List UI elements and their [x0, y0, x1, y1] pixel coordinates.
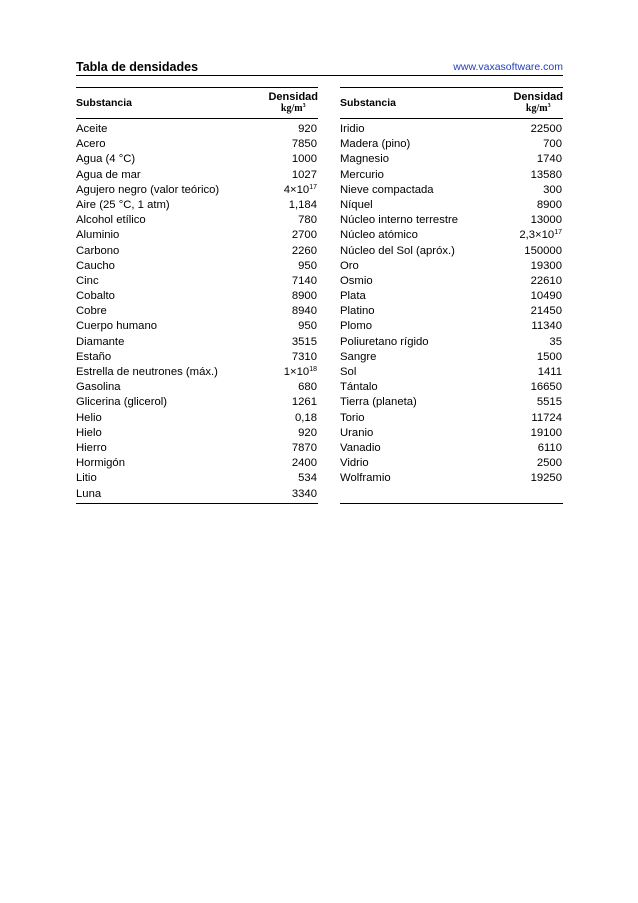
density-unit [268, 103, 318, 114]
substance-name: Cobalto [76, 290, 115, 303]
unit-base: kg/m [280, 103, 303, 114]
density-value-text: 1500 [536, 350, 562, 363]
density-value [292, 274, 317, 289]
table-row [340, 168, 563, 183]
density-value [298, 259, 317, 274]
substance-name: Níquel [340, 198, 373, 211]
density-value [531, 213, 562, 228]
substance-name: Hierro [76, 441, 107, 454]
density-value-text: 2400 [291, 457, 317, 470]
density-value-text: 22500 [530, 123, 562, 135]
density-value-text: 6110 [537, 441, 562, 454]
density-value-text: 7870 [291, 441, 317, 454]
table-row [76, 411, 318, 426]
table-header [340, 87, 563, 119]
density-value-text: 4×10 [283, 183, 310, 196]
table-row [76, 289, 318, 304]
density-value-text: 2700 [291, 229, 317, 242]
table-row [340, 350, 563, 365]
substance-name: Sol [340, 366, 357, 378]
density-value [531, 319, 562, 334]
substance-name: Aire (25 °C, 1 atm) [76, 198, 170, 211]
density-value-text: 780 [298, 214, 317, 227]
table-row [340, 289, 563, 304]
density-value-text: 920 [298, 426, 317, 439]
density-exponent: 17 [554, 229, 562, 237]
density-value-text: 11724 [531, 411, 562, 424]
density-value [298, 122, 317, 137]
density-value [292, 244, 317, 259]
density-exponent: 18 [309, 366, 317, 373]
density-value [531, 471, 562, 486]
substance-name: Helio [76, 411, 102, 424]
density-value [537, 395, 562, 410]
substance-name: Cuerpo humano [76, 320, 158, 333]
substance-name: Diamante [76, 335, 125, 348]
density-value-text: 19100 [530, 426, 562, 439]
table-row [340, 335, 563, 350]
table-row [76, 456, 318, 471]
table-row [340, 426, 563, 441]
table-row [340, 274, 563, 289]
density-value [295, 411, 317, 426]
substance-name: Uranio [340, 426, 374, 439]
density-table-right [340, 87, 563, 504]
substance-name: Aceite [76, 123, 108, 135]
density-value [531, 289, 562, 304]
density-value-text: 150000 [524, 244, 562, 257]
table-row [340, 259, 563, 274]
unit-exponent: 3 [302, 103, 306, 109]
density-value-text: 920 [298, 123, 317, 135]
density-label: Densidad [268, 91, 318, 103]
table-row [340, 198, 563, 213]
density-value [538, 441, 562, 456]
density-value-text: 1411 [537, 366, 562, 378]
table-row [76, 213, 318, 228]
table-row [76, 183, 318, 198]
table-body [76, 122, 318, 502]
density-value-text: 10490 [530, 290, 562, 303]
substance-name: Agujero negro (valor teórico) [76, 183, 220, 196]
density-unit [513, 103, 563, 114]
table-row [76, 137, 318, 152]
density-value [543, 183, 562, 198]
table-row [76, 122, 318, 137]
table-row [340, 122, 563, 137]
density-value [292, 441, 317, 456]
substance-name: Osmio [340, 274, 373, 287]
table-row [340, 365, 563, 380]
density-value [531, 274, 562, 289]
density-value-text: 2,3×10 [519, 229, 555, 242]
table-row [76, 487, 318, 502]
substance-name: Vidrio [340, 457, 369, 470]
density-value-text: 8900 [291, 290, 317, 303]
density-value-text: 1,184 [288, 198, 317, 211]
table-row [76, 259, 318, 274]
header-divider [76, 75, 563, 76]
density-value-text: 1261 [291, 396, 317, 409]
density-exponent: 17 [309, 183, 317, 191]
table-row [340, 213, 563, 228]
density-value [292, 228, 317, 243]
density-value [519, 228, 562, 243]
density-value-text: 1×10 [283, 366, 310, 378]
density-value [289, 198, 317, 213]
density-value-text: 700 [543, 138, 562, 151]
substance-name: Luna [76, 487, 102, 500]
density-value [538, 365, 562, 380]
density-value [284, 365, 317, 380]
density-value-text: 7140 [291, 274, 317, 287]
density-value-text: 3515 [291, 335, 317, 348]
density-value-text: 22610 [530, 274, 562, 287]
table-bottom-rule [340, 503, 563, 504]
table-row [76, 168, 318, 183]
density-value-text: 16650 [530, 381, 562, 394]
substance-name: Tierra (planeta) [340, 396, 417, 409]
substance-name: Hielo [76, 426, 102, 439]
table-row [340, 319, 563, 334]
density-table-left [76, 87, 318, 504]
unit-base: kg/m [525, 103, 548, 114]
density-column-header [513, 91, 563, 114]
density-value-text: 1000 [291, 153, 317, 166]
table-row [340, 411, 563, 426]
table-row [76, 350, 318, 365]
table-row [340, 380, 563, 395]
table-row [76, 304, 318, 319]
density-value [531, 259, 562, 274]
density-value [298, 319, 317, 334]
density-value [292, 487, 317, 502]
table-row [76, 335, 318, 350]
table-row [340, 456, 563, 471]
density-value [292, 168, 317, 183]
density-value [531, 122, 562, 137]
density-value [298, 426, 317, 441]
substance-name: Agua (4 °C) [76, 153, 136, 166]
density-value [531, 411, 562, 426]
density-value [298, 471, 317, 486]
density-value-text: 534 [298, 472, 317, 485]
table-row [76, 274, 318, 289]
density-value [531, 426, 562, 441]
density-value [298, 380, 317, 395]
substance-name: Wolframio [340, 472, 391, 485]
density-value [537, 198, 562, 213]
table-row [76, 365, 318, 380]
table-body [340, 122, 563, 487]
density-value [531, 380, 562, 395]
density-value-text: 11340 [531, 320, 562, 333]
density-value [298, 213, 317, 228]
density-value-text: 2260 [291, 244, 317, 257]
density-value-text: 7310 [291, 350, 317, 363]
substance-name: Agua de mar [76, 168, 141, 181]
substance-name: Aluminio [76, 229, 120, 242]
density-value-text: 300 [543, 183, 562, 196]
table-row [340, 304, 563, 319]
substance-name: Torio [340, 411, 365, 424]
density-value-text: 680 [298, 381, 317, 394]
substance-name: Gasolina [76, 381, 121, 394]
substance-name: Plata [340, 290, 366, 303]
table-row [76, 426, 318, 441]
page-title: Tabla de densidades [76, 60, 199, 74]
substance-name: Cobre [76, 305, 107, 318]
density-value [537, 152, 562, 167]
substance-name: Madera (pino) [340, 138, 411, 151]
table-row [340, 183, 563, 198]
density-value [549, 335, 562, 350]
table-row [340, 244, 563, 259]
table-row [76, 441, 318, 456]
unit-exponent: 3 [547, 103, 551, 109]
table-row [340, 137, 563, 152]
density-value [292, 350, 317, 365]
substance-name: Cinc [76, 274, 99, 287]
substance-name: Estrella de neutrones (máx.) [76, 366, 218, 378]
density-value-text: 35 [549, 335, 562, 348]
density-value-text: 19250 [530, 472, 562, 485]
substance-name: Acero [76, 138, 106, 151]
density-value-text: 950 [298, 259, 317, 272]
table-row [340, 395, 563, 410]
substance-name: Núcleo interno terrestre [340, 214, 459, 227]
density-value-text: 7850 [291, 138, 317, 151]
density-value [292, 395, 317, 410]
substance-name: Poliuretano rígido [340, 335, 429, 348]
substance-name: Platino [340, 305, 375, 318]
density-value-text: 8940 [291, 305, 317, 318]
substance-name: Hormigón [76, 457, 125, 470]
substance-name: Plomo [340, 320, 373, 333]
density-value-text: 0,18 [295, 411, 317, 424]
density-value-text: 13000 [530, 214, 562, 227]
substance-name: Glicerina (glicerol) [76, 396, 168, 409]
substance-column-header: Substancia [340, 97, 397, 109]
table-row [340, 228, 563, 243]
substance-name: Tántalo [340, 381, 378, 394]
density-value [543, 137, 562, 152]
density-value [531, 304, 562, 319]
substance-name: Sangre [340, 350, 377, 363]
substance-name: Estaño [76, 350, 112, 363]
density-value-text: 3340 [291, 487, 317, 500]
density-value-text: 19300 [530, 259, 562, 272]
table-row [340, 441, 563, 456]
density-value [537, 350, 562, 365]
density-value [531, 168, 562, 183]
substance-name: Alcohol etílico [76, 214, 146, 227]
density-value [292, 456, 317, 471]
density-value-text: 1027 [291, 168, 317, 181]
table-row [76, 319, 318, 334]
table-row [76, 380, 318, 395]
substance-name: Litio [76, 472, 97, 485]
substance-column-header: Substancia [76, 97, 133, 109]
density-value-text: 13580 [530, 168, 562, 181]
substance-name: Vanadio [340, 441, 381, 454]
density-column-header [268, 91, 318, 114]
substance-name: Mercurio [340, 168, 384, 181]
density-value [524, 244, 562, 259]
substance-name: Iridio [340, 123, 365, 135]
table-row [76, 471, 318, 486]
table-row [340, 152, 563, 167]
density-value [537, 456, 562, 471]
table-row [76, 198, 318, 213]
substance-name: Caucho [76, 259, 115, 272]
table-row [76, 244, 318, 259]
density-value-text: 8900 [536, 198, 562, 211]
density-value-text: 1740 [536, 153, 562, 166]
table-row [340, 471, 563, 486]
density-value-text: 2500 [536, 457, 562, 470]
substance-name: Núcleo del Sol (apróx.) [340, 244, 455, 257]
density-value [284, 183, 317, 198]
substance-name: Magnesio [340, 153, 389, 166]
density-value [292, 335, 317, 350]
density-value [292, 289, 317, 304]
substance-name: Oro [340, 259, 359, 272]
table-row [76, 152, 318, 167]
substance-name: Núcleo atómico [340, 229, 418, 242]
density-value-text: 5515 [536, 396, 562, 409]
table-row [76, 228, 318, 243]
density-value-text: 950 [298, 320, 317, 333]
density-value [292, 137, 317, 152]
density-value [292, 152, 317, 167]
table-row [76, 395, 318, 410]
density-label: Densidad [513, 91, 563, 103]
substance-name: Nieve compactada [340, 183, 434, 196]
substance-name: Carbono [76, 244, 120, 257]
density-value [292, 304, 317, 319]
website-link[interactable]: www.vaxasoftware.com [453, 61, 563, 73]
density-value-text: 21450 [530, 305, 562, 318]
table-header [76, 87, 318, 119]
table-bottom-rule [76, 503, 318, 504]
